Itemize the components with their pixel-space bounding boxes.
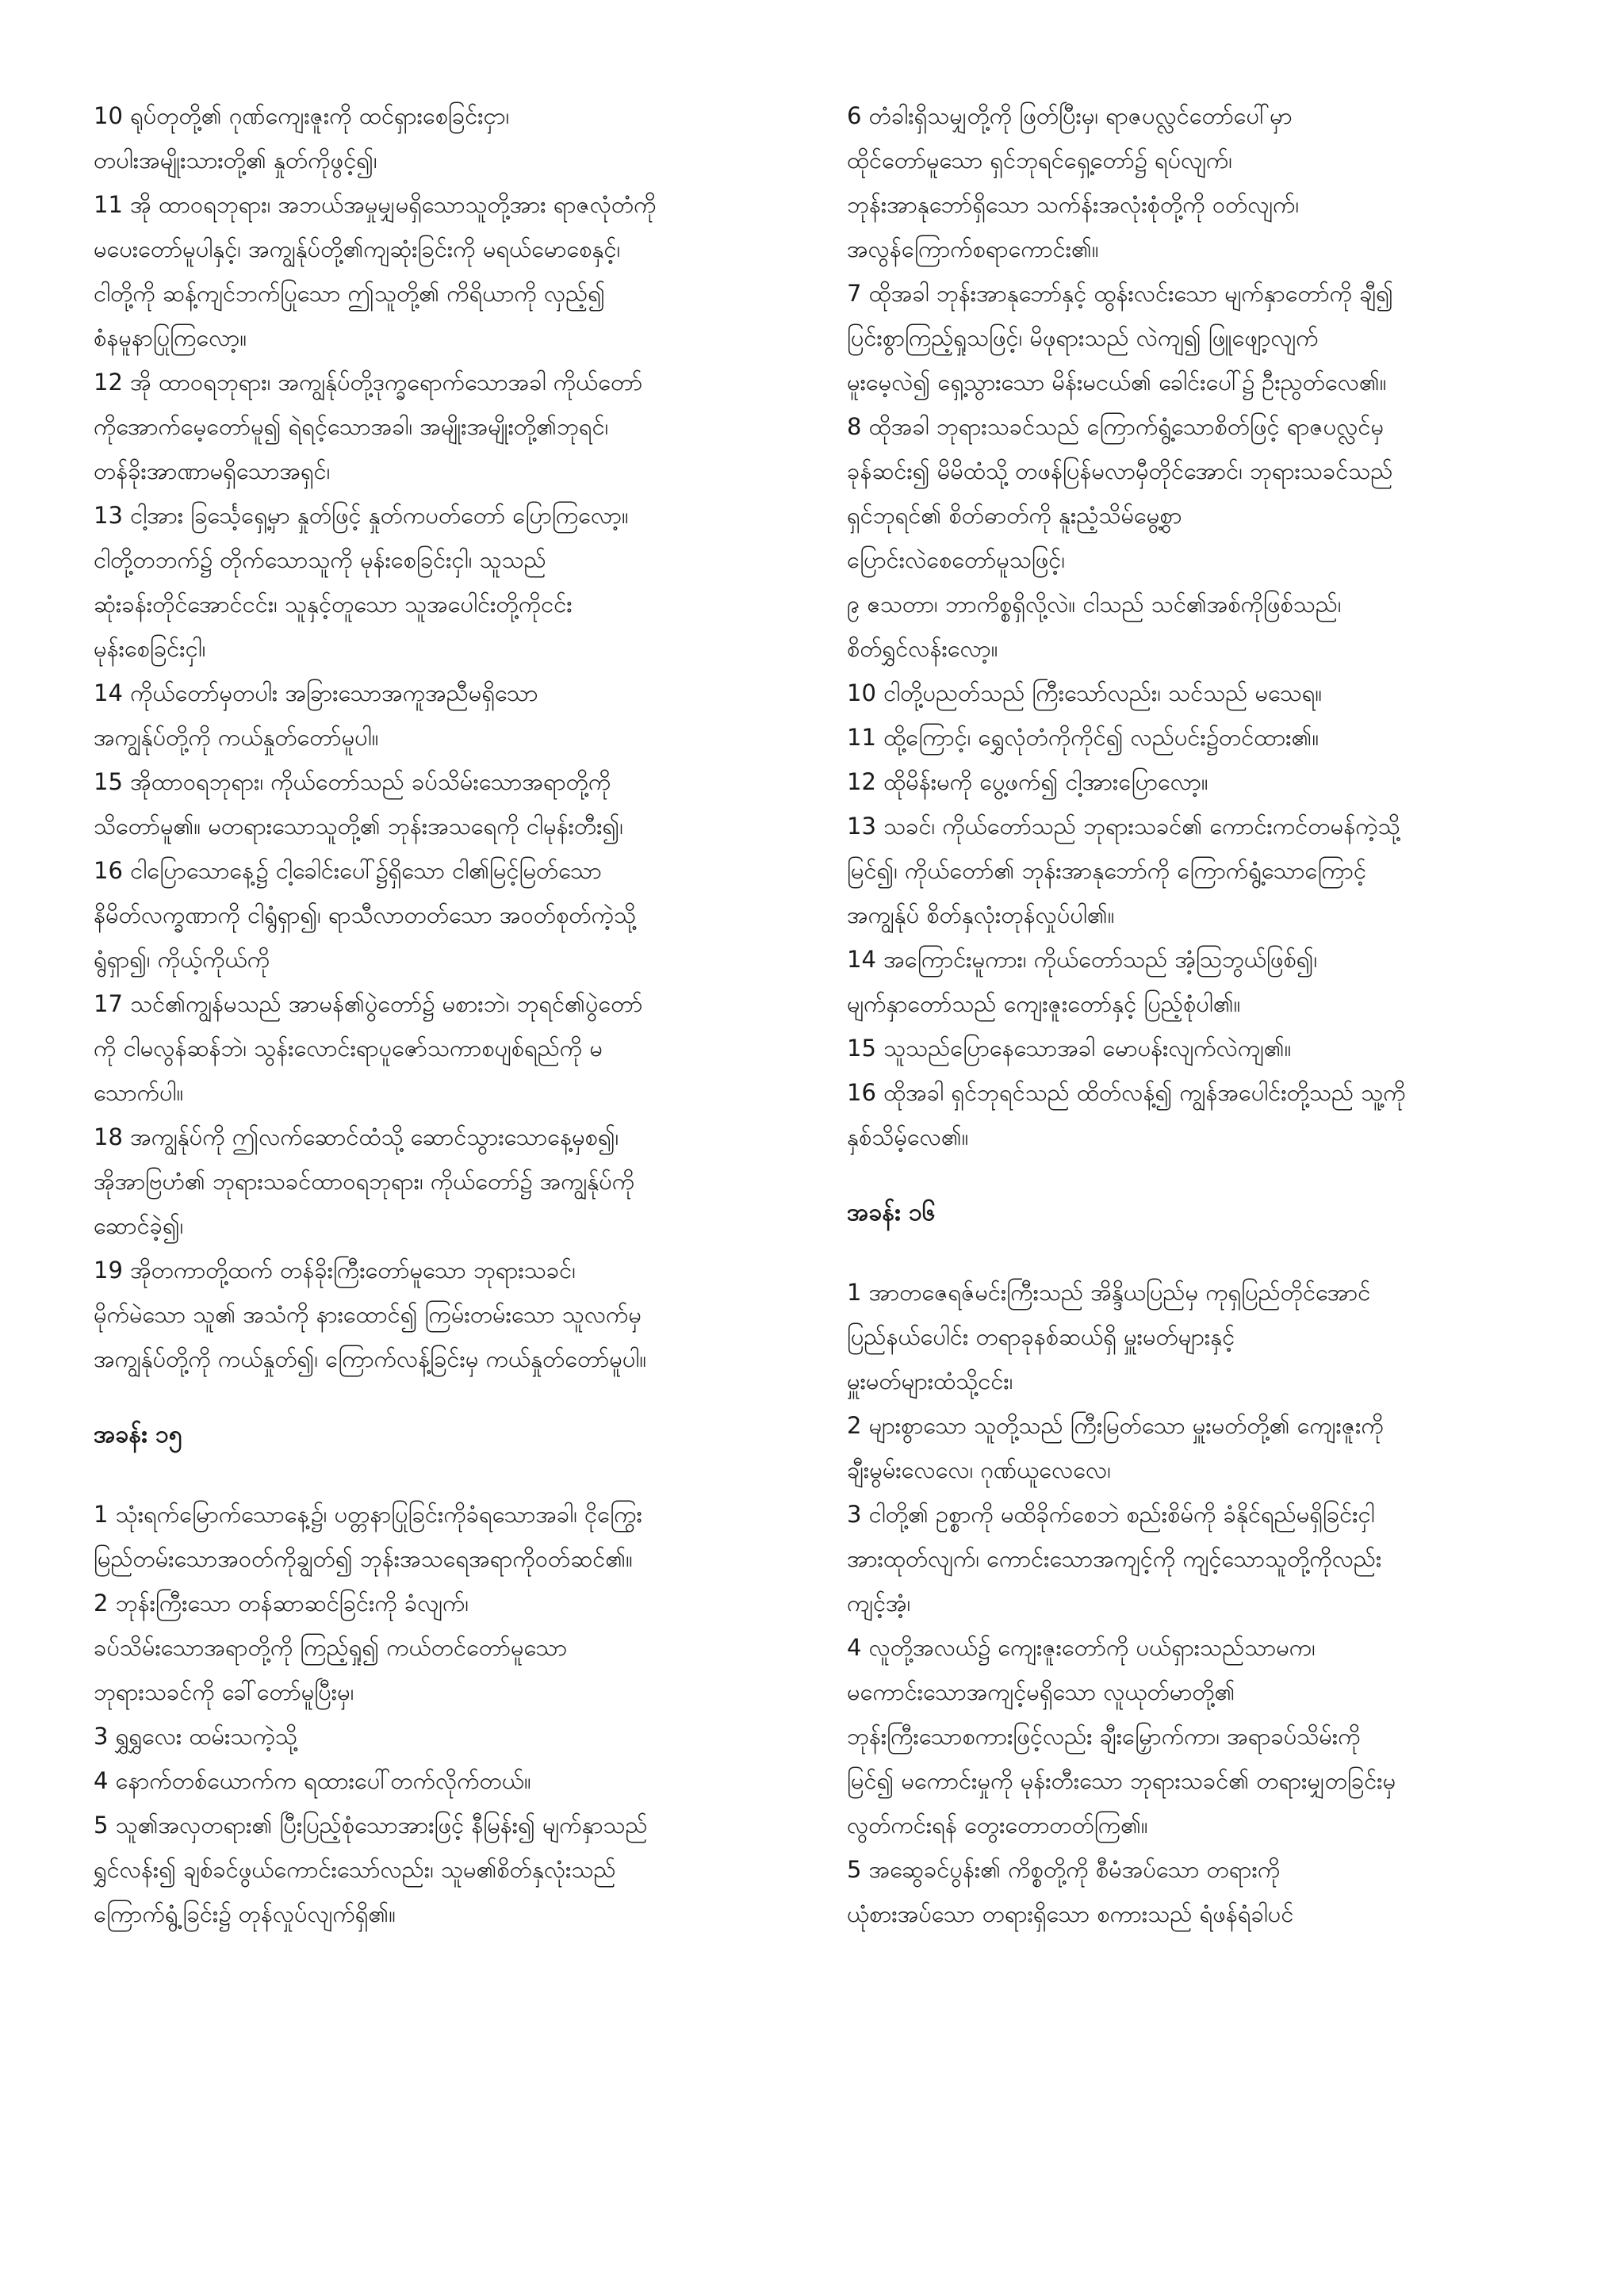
verse-line: 16 ငါပြောသောနေ့၌ ငါ့ခေါင်းပေါ်၌ရှိသော ငါ၏မြင့်မြတ်သော <box>94 857 602 884</box>
verse-line: 1 သုံးရက်မြောက်သောနေ့၌၊ ပတ္တနာပြုခြင်းကိုခံရသောအခါ၊ ငိုကြွေး <box>94 1501 643 1528</box>
verse-line: 16 ထိုအခါ ရှင်ဘုရင်သည် ထိတ်လန့်၍ ကျွန်အပေါင်းတို့သည် သူ့ကို <box>847 1079 1406 1106</box>
verse-line: 8 ထိုအခါ ဘုရားသခင်သည် ကြောက်ရွံ့သောစိတ်ဖြင့် ရာဇပလ္လင်မှ <box>847 413 1385 440</box>
verse-line: ၉ ဧသတာ၊ ဘာကိစ္စရှိလို့လဲ။ ငါသည် သင်၏အစ်ကိုဖြစ်သည်၊ <box>847 591 1342 618</box>
verse-line: ဘုရားသခင်ကို ခေါ်တော်မူပြီးမှ၊ <box>94 1678 354 1705</box>
verse-line: 19 အိုတကာတို့ထက် တန်ခိုးကြီးတော်မူသော ဘုရားသခင်၊ <box>94 1257 576 1284</box>
spacer <box>94 1457 807 1492</box>
verse-line: မျက်နှာတော်သည် ကျေးဇူးတော်နှင့် ပြည့်စုံပါ၏။ <box>847 990 1241 1017</box>
verse-line: မိုက်မဲသော သူ၏ အသံကို နားထောင်၍ ကြမ်းတမ်းသော သူလက်မှ <box>94 1301 642 1328</box>
verse-line: 14 ကိုယ်တော်မှတပါး အခြားသောအကူအညီမရှိသော <box>94 679 538 706</box>
verse-line: 15 သူသည်ပြောနေသောအခါ မောပန်းလျက်လဲကျ၏။ <box>847 1035 1292 1062</box>
verse-line: ငါတို့တဘက်၌ တိုက်သောသူကို မုန်းစေခြင်းငှါ၊ သူသည် <box>94 546 546 573</box>
verse-line: ကိုအောက်မေ့တော်မူ၍ ရဲရင့်သောအခါ၊ အမျိုးအမျိုးတို့၏ဘုရင်၊ <box>94 413 609 440</box>
right-column <box>847 94 1561 1936</box>
verse-line: 13 သခင်၊ ကိုယ်တော်သည် ဘုရားသခင်၏ ကောင်းကင်တမန်ကဲ့သို့ <box>847 813 1400 840</box>
verse-line: အလွန်ကြောက်စရာကောင်း၏။ <box>847 235 1099 262</box>
verse-line: မပေးတော်မူပါနှင့်၊ အကျွန်ုပ်တို့၏ကျဆုံးခြင်းကို မရယ်မောစေနှင့်၊ <box>94 235 621 262</box>
verse-line: မှူးမတ်များထံသို့ငင်း၊ <box>847 1368 1013 1395</box>
verse-line: 11 ထို့ကြောင့်၊ ရွှေလုံတံကိုကိုင်၍ လည်ပင်း၌တင်ထား၏။ <box>847 724 1320 751</box>
verse-line: စိတ်ရွှင်လန်းလော့။ <box>847 635 998 662</box>
verse-line: 6 တံခါးရှိသမျှတို့ကို ဖြတ်ပြီးမှ၊ ရာဇပလ္လင်တော်ပေါ်မှာ <box>847 102 1293 129</box>
verse-line: မုန်းစေခြင်းငှါ၊ <box>94 635 206 662</box>
verse-line: 12 အို ထာဝရဘုရား၊ အကျွန်ုပ်တို့ဒုက္ခရောက်သောအခါ ကိုယ်တော် <box>94 369 643 396</box>
verse-line: ဘုန်းကြီးသောစကားဖြင့်လည်း ချီးမြှောက်ကာ၊ အရာခပ်သိမ်းကို <box>847 1723 1361 1750</box>
verse-line: မြင်၍ မကောင်းမှုကို မုန်းတီးသော ဘုရားသခင်၏ တရားမျှတခြင်းမှ <box>847 1767 1396 1794</box>
verse-line: တပါးအမျိုးသားတို့၏ နှုတ်ကိုဖွင့်၍၊ <box>94 147 377 174</box>
verse-line: မြင်၍၊ ကိုယ်တော်၏ ဘုန်းအာနုဘော်ကို ကြောက်ရွံ့သောကြောင့် <box>847 857 1367 884</box>
verse-line: တန်ခိုးအာဏာမရှိသောအရှင်၊ <box>94 457 331 484</box>
verse-line: ပြောင်းလဲစေတော်မူသဖြင့်၊ <box>847 546 1065 573</box>
verse-line: 2 များစွာသော သူတို့သည် ကြီးမြတ်သော မှူးမတ်တို့၏ ကျေးဇူးကို <box>847 1412 1384 1439</box>
verse-line: နှစ်သိမ့်လေ၏။ <box>847 1123 969 1150</box>
verse-line: ယုံစားအပ်သော တရားရှိသော စကားသည် ရံဖန်ရံခါပင် <box>847 1900 1294 1927</box>
verse-line: 2 ဘုန်းကြီးသော တန်ဆာဆင်ခြင်းကို ခံလျက်၊ <box>94 1590 469 1617</box>
verse-line: ဆုံးခန်းတိုင်အောင်ငင်း၊ သူနှင့်တူသော သူအပေါင်းတို့ကိုငင်း <box>94 591 573 618</box>
verse-line: ဆောင်ခဲ့၍၊ <box>94 1212 184 1239</box>
verse-line: 13 ငါ့အား ခြင်္သေ့ရှေ့မှာ နှုတ်ဖြင့် နှုတ်ကပတ်တော် ပြောကြလော့။ <box>94 502 629 529</box>
verse-line: အကျွန်ုပ်တို့ကို ကယ်နှုတ်၍၊ ကြောက်လန့်ခြင်းမှ ကယ်နှုတ်တော်မူပါ။ <box>94 1345 647 1372</box>
verse-line: အကျွန်ုပ် စိတ်နှလုံးတုန်လှုပ်ပါ၏။ <box>847 901 1115 928</box>
verse-line: 3 ရွှရွှလေး ထမ်းသကဲ့သို့ <box>94 1723 297 1750</box>
verse-line: ထိုင်တော်မူသော ရှင်ဘုရင်ရှေ့တော်၌ ရပ်လျက်၊ <box>847 147 1232 174</box>
verse-line: 1 အာတဇေရဇ်မင်းကြီးသည် အိန္ဒိယပြည်မှ ကုရှပြည်တိုင်အောင် <box>847 1279 1371 1306</box>
verse-line: စံနမူနာပြုကြလော့။ <box>94 324 247 351</box>
left-column <box>94 94 807 1936</box>
verse-line: အကျွန်ုပ်တို့ကို ကယ်နှုတ်တော်မူပါ။ <box>94 724 379 751</box>
verse-line: ပြင်းစွာကြည့်ရှုသဖြင့်၊ မိဖုရားသည် လဲကျ၍ ဖြူဖျော့လျက် <box>847 324 1319 351</box>
verse-line: 12 ထိုမိန်းမကို ပွေ့ဖက်၍ ငါ့အားပြောလော့။ <box>847 768 1208 795</box>
verse-line: လွတ်ကင်းရန် တွေးတောတတ်ကြ၏။ <box>847 1812 1148 1839</box>
verse-line: ငါတို့ကို ဆန့်ကျင်ဘက်ပြုသော ဤသူတို့၏ ကိရိယာကို လှည့်၍ <box>94 280 605 307</box>
verse-line: မြည်တမ်းသောအဝတ်ကိုချွတ်၍ ဘုန်းအသရေအရာကိုဝတ်ဆင်၏။ <box>94 1545 633 1572</box>
verse-line: သိတော်မူ၏။ မတရားသောသူတို့၏ ဘုန်းအသရေကို ငါမုန်းတီး၍၊ <box>94 813 623 840</box>
verse-line: ခပ်သိမ်းသောအရာတို့ကို ကြည့်ရှု၍ ကယ်တင်တော်မူသော <box>94 1634 568 1661</box>
verse-line: 4 လူတို့အလယ်၌ ကျေးဇူးတော်ကို ပယ်ရှားသည်သာမက၊ <box>847 1634 1316 1661</box>
verse-line: ရွံရှာ၍၊ ကိုယ့်ကိုယ်ကို <box>94 946 270 973</box>
verse-line: 14 အကြောင်းမူကား၊ ကိုယ်တော်သည် အံ့ဩဘွယ်ဖြစ်၍၊ <box>847 946 1318 973</box>
verse-line: မကောင်းသောအကျင့်မရှိသော လူယုတ်မာတို့၏ <box>847 1678 1235 1705</box>
verse-line: အားထုတ်လျက်၊ ကောင်းသောအကျင့်ကို ကျင့်သောသူတို့ကိုလည်း <box>847 1545 1382 1572</box>
verse-line: အိုအာဗြဟံ၏ ဘုရားသခင်ထာဝရဘုရား၊ ကိုယ်တော်၌ အကျွန်ုပ်ကို <box>94 1168 635 1195</box>
verse-line: 17 သင်၏ကျွန်မသည် အာမန်၏ပွဲတော်၌ မစားဘဲ၊ ဘုရင်၏ပွဲတော် <box>94 990 643 1017</box>
verse-line: 18 အကျွန်ုပ်ကို ဤလက်ဆောင်ထံသို့ ဆောင်သွားသောနေ့မှစ၍၊ <box>94 1123 619 1150</box>
verse-line: 11 အို ထာဝရဘုရား၊ အဘယ်အမှုမျှမရှိသောသူတို့အား ရာဇလုံတံကို <box>94 191 657 218</box>
verse-line: ရှင်ဘုရင်၏ စိတ်ဓာတ်ကို နူးညံ့သိမ်မွေ့စွာ <box>847 502 1182 529</box>
verse-line: 15 အိုထာဝရဘုရား၊ ကိုယ်တော်သည် ခပ်သိမ်းသောအရာတို့ကို <box>94 768 611 795</box>
verse-line: ရွှင်လန်း၍ ချစ်ခင်ဖွယ်ကောင်းသော်လည်း၊ သူမ၏စိတ်နှလုံးသည် <box>94 1856 616 1883</box>
verse-line: နိမိတ်လက္ခဏာကို ငါရွံရှာ၍၊ ရာသီလာတတ်သော အဝတ်စုတ်ကဲ့သို့ <box>94 901 637 928</box>
verse-line: 5 အဆွေခင်ပွန်း၏ ကိစ္စတို့ကို စီမံအပ်သော တရားကို <box>847 1856 1281 1883</box>
chapter-heading: အခန်း ၁၅ <box>94 1421 182 1448</box>
chapter-heading: အခန်း ၁၆ <box>847 1199 936 1226</box>
verse-line: ကြောက်ရွံ့ခြင်း၌ တုန်လှုပ်လျက်ရှိ၏။ <box>94 1900 396 1927</box>
verse-line: 7 ထိုအခါ ဘုန်းအာနုဘော်နှင့် ထွန်းလင်းသော မျက်နှာတော်ကို ချီ၍ <box>847 280 1393 307</box>
verse-line: ခုန်ဆင်း၍ မိမိထံသို့ တဖန်ပြန်မလာမှီတိုင်အောင်၊ ဘုရားသခင်သည် <box>847 457 1393 484</box>
verse-line: 10 ရုပ်တုတို့၏ ဂုဏ်ကျေးဇူးကို ထင်ရှားစေခြင်းငှာ၊ <box>94 102 510 129</box>
verse-line: 4 နောက်တစ်ယောက်က ရထားပေါ်တက်လိုက်တယ်။ <box>94 1767 531 1794</box>
spacer <box>94 1381 807 1413</box>
verse-line: ပြည်နယ်ပေါင်း တရာခုနစ်ဆယ်ရှိ မှူးမတ်များနှင့် <box>847 1323 1235 1350</box>
verse-line: မူးမေ့လဲ၍ ရှေ့သွားသော မိန်းမငယ်၏ ခေါင်းပေါ်၌ ဦးညွတ်လေ၏။ <box>847 369 1387 396</box>
verse-line: 10 ငါတို့ပညတ်သည် ကြီးသော်လည်း၊ သင်သည် မသေရ။ <box>847 679 1323 706</box>
verse-line: 5 သူ၏အလှတရား၏ ပြီးပြည့်စုံသောအားဖြင့် နီမြန်း၍ မျက်နှာသည် <box>94 1812 648 1839</box>
verse-line: ကို ငါမလွန်ဆန်ဘဲ၊ သွန်းလောင်းရာပူဇော်သကာစပျစ်ရည်ကို မ <box>94 1035 603 1062</box>
verse-line: သောက်ပါ။ <box>94 1079 184 1106</box>
spacer <box>847 1159 1561 1191</box>
verse-line: ဘုန်းအာနုဘော်ရှိသော သက်န်းအလုံးစုံတို့ကို ဝတ်လျက်၊ <box>847 191 1300 218</box>
verse-line: ချီးမွမ်းလေလေ၊ ဂုဏ်ယူလေလေ၊ <box>847 1456 1111 1483</box>
verse-line: 3 ငါတို့၏ ဥစ္စာကို မထိခိုက်စေဘဲ စည်းစိမ်ကို ခံနိုင်ရည်မရှိခြင်းငှါ <box>847 1501 1375 1528</box>
verse-line: ကျင့်အံ့၊ <box>847 1590 911 1617</box>
spacer <box>847 1235 1561 1270</box>
